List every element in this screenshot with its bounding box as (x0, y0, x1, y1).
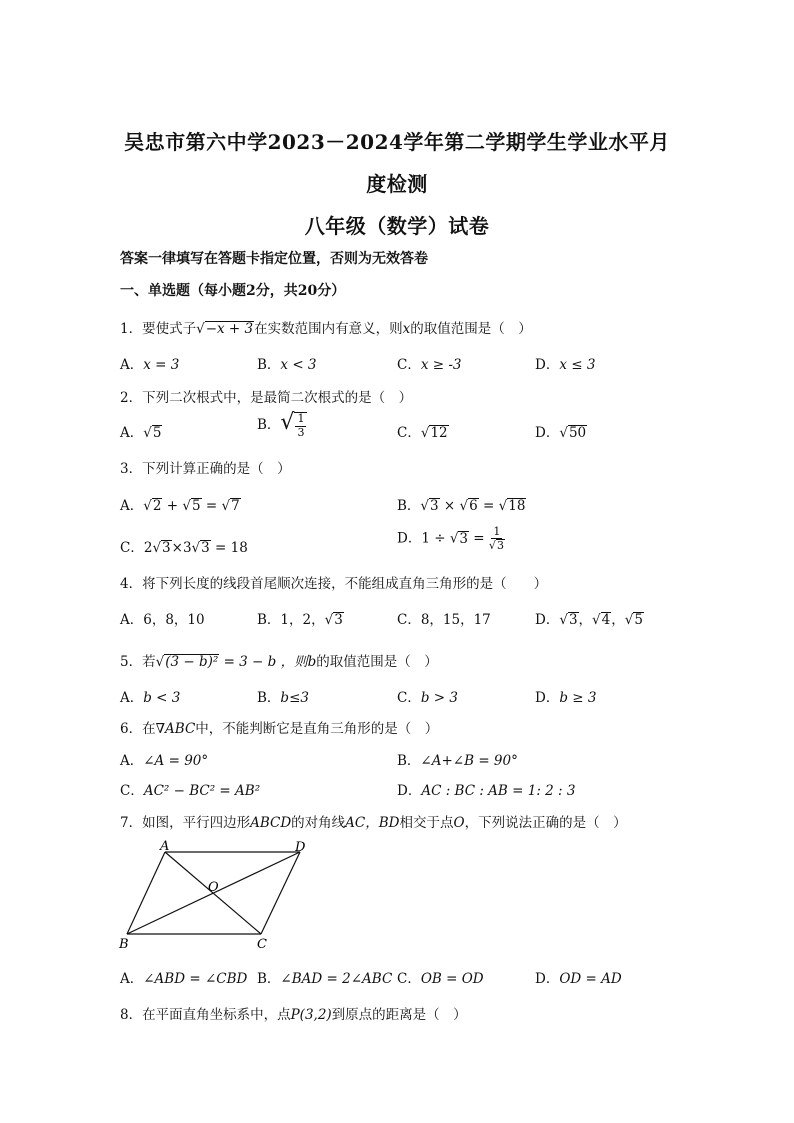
exam-subtitle: 八年级（数学）试卷 (304, 214, 490, 238)
q1-option-b[interactable]: B．x < 3 (257, 357, 317, 373)
vertex-label-c: C (257, 937, 267, 952)
exam-title-line2: 度检测 (366, 172, 428, 196)
q5-option-b[interactable]: B．b≤3 (257, 690, 309, 706)
q3-option-c[interactable]: C．2√3×3√3 = 18 (120, 540, 248, 556)
q6-option-d[interactable]: D．AC : BC : AB = 1: 2 : 3 (397, 783, 576, 799)
section-heading: 一、单选题（每小题2分，共20分） (120, 283, 346, 299)
vertex-label-d: D (295, 840, 306, 855)
q7-option-b[interactable]: B．∠BAD = 2∠ABC (257, 971, 393, 987)
q4-option-b[interactable]: B．1，2，√3 (257, 612, 343, 628)
q1-option-a[interactable]: A．x = 3 (120, 357, 180, 373)
q5-option-a[interactable]: A．b < 3 (120, 690, 181, 706)
question-3-stem: 3．下列计算正确的是（ ） (120, 461, 291, 477)
q4-option-c[interactable]: C．8，15，17 (397, 612, 491, 628)
q3-option-b[interactable]: B．√3 × √6 = √18 (397, 498, 526, 514)
q6-option-c[interactable]: C．AC² − BC² = AB² (120, 783, 261, 799)
vertex-label-a: A (160, 839, 170, 854)
q5-radicand: (3 − b)² (165, 654, 219, 670)
question-1-stem: 1．要使式子√−x + 3在实数范围内有意义，则x的取值范围是（ ） (120, 321, 532, 337)
side-ab (127, 852, 165, 934)
q6-option-a[interactable]: A．∠A = 90° (120, 753, 209, 769)
q2-option-a[interactable]: A．√5 (120, 425, 162, 441)
answer-notice: 答案一律填写在答题卡指定位置，否则为无效答卷 (120, 251, 428, 267)
q1-option-d[interactable]: D．x ≤ 3 (535, 357, 596, 373)
exam-title-line1: 吴忠市第六中学2023－2024学年第二学期学生学业水平月 (124, 130, 670, 154)
question-5-stem: 5．若√(3 − b)² = 3 − b ，则b的取值范围是（ ） (120, 654, 438, 670)
q7-option-c[interactable]: C．OB = OD (397, 971, 484, 987)
q1-option-c[interactable]: C．x ≥ -3 (397, 357, 462, 373)
q2-option-c[interactable]: C．√12 (397, 425, 448, 441)
vertex-label-b: B (119, 937, 129, 952)
parallelogram-figure (115, 838, 315, 953)
q7-option-d[interactable]: D．OD = AD (535, 971, 622, 987)
q1-radicand: −x + 3 (205, 321, 254, 337)
q4-option-a[interactable]: A．6，8，10 (120, 612, 205, 628)
question-6-stem: 6．在∇ABC中，不能判断它是直角三角形的是（ ） (120, 721, 439, 737)
q2-option-b[interactable]: B．√ $\frac{1}{3}$ (257, 410, 307, 439)
q3-option-a[interactable]: A．√2 + √5 = √7 (120, 498, 240, 514)
q7-option-a[interactable]: A．∠ABD = ∠CBD (120, 971, 248, 987)
question-7-stem: 7．如图，平行四边形ABCD的对角线AC，BD相交于点O，下列说法正确的是（ ） (120, 815, 627, 831)
q5-option-d[interactable]: D．b ≥ 3 (535, 690, 597, 706)
q3-option-d[interactable]: D．1 ÷ √3 = $\frac{1}{√3}$ (397, 525, 504, 553)
q4-option-d[interactable]: D．√3，√4，√5 (535, 612, 643, 628)
q5-option-c[interactable]: C．b > 3 (397, 690, 458, 706)
vertex-label-o: O (208, 880, 219, 895)
q2-option-d[interactable]: D．√50 (535, 425, 587, 441)
q6-option-b[interactable]: B．∠A+∠B = 90° (397, 753, 518, 769)
question-4-stem: 4．将下列长度的线段首尾顺次连接，不能组成直角三角形的是（ ） (120, 576, 548, 592)
question-2-stem: 2．下列二次根式中，是最简二次根式的是（ ） (120, 390, 413, 406)
side-dc (261, 852, 300, 934)
question-8-stem: 8．在平面直角坐标系中，点P(3,2)到原点的距离是（ ） (120, 1007, 467, 1023)
